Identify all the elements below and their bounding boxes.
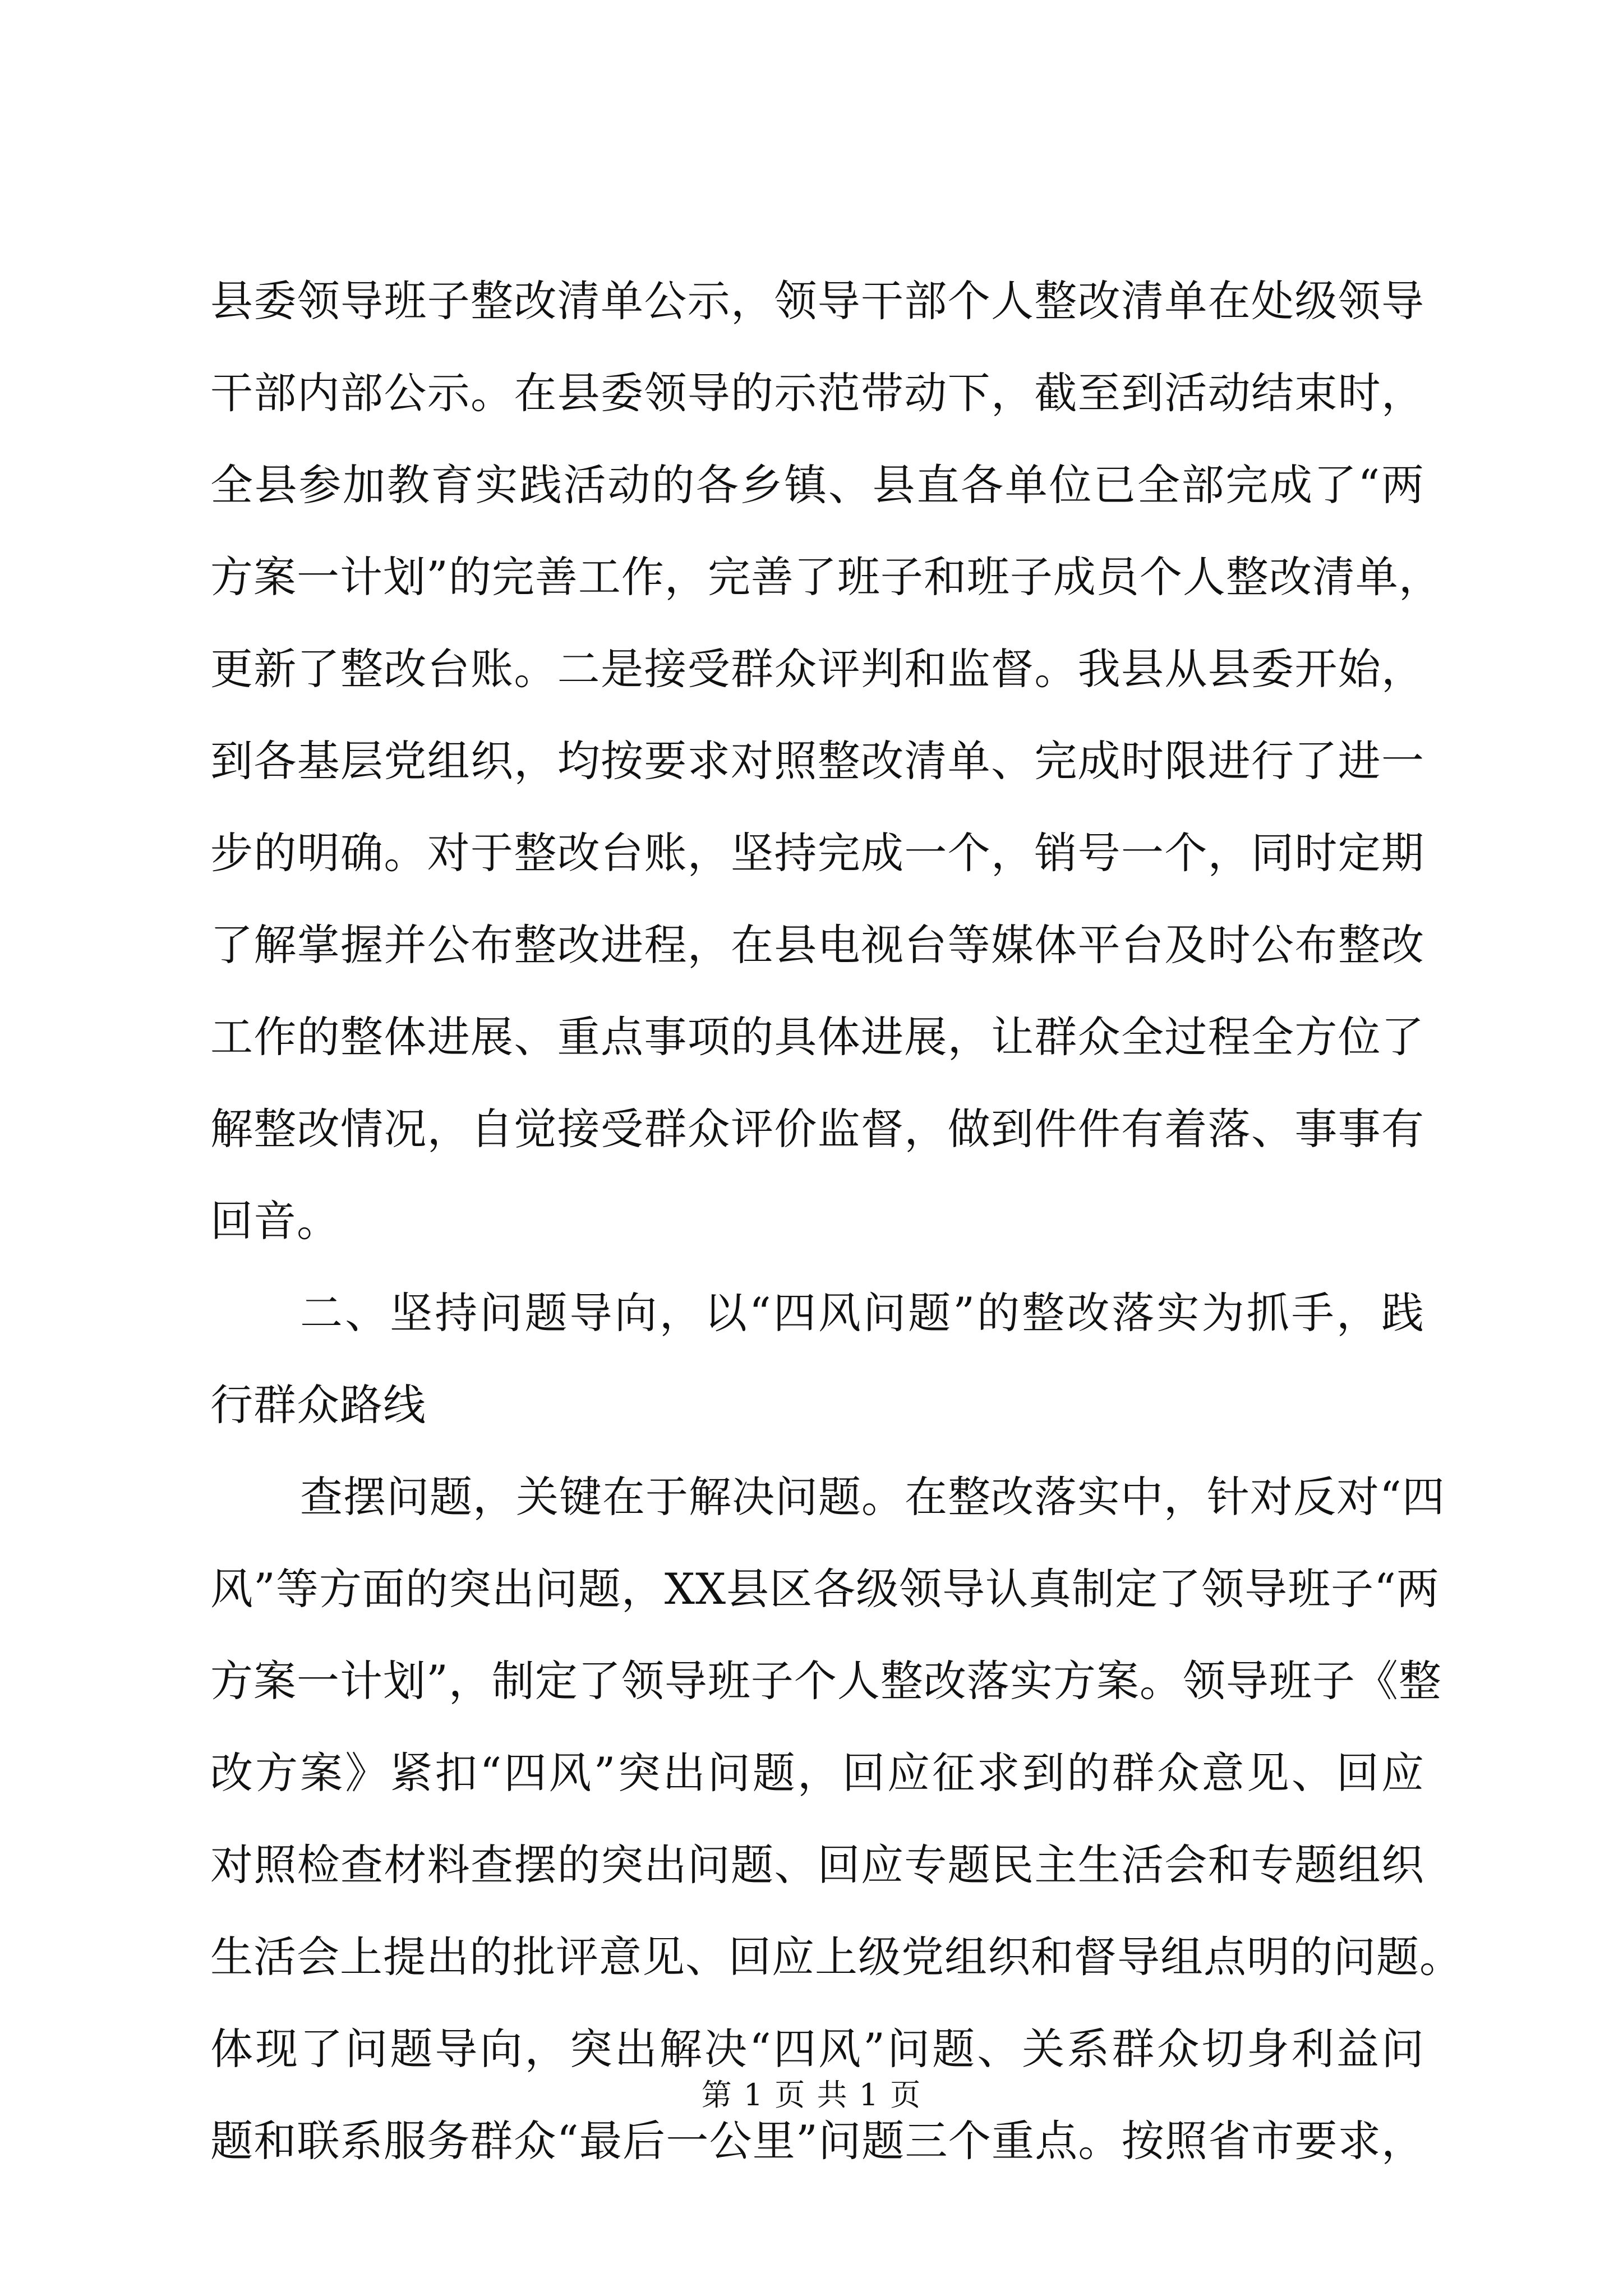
text-line: 更新了整改台账。二是接受群众评判和监督。我县从县委开始，	[210, 644, 1424, 694]
text-line: 题和联系服务群众“最后一公里”问题三个重点。按照省市要求，	[210, 2116, 1424, 2166]
text-line: 查摆问题，关键在于解决问题。在整改落实中，针对反对“四	[300, 1472, 1445, 1522]
section-heading-line: 行群众路线	[210, 1380, 426, 1430]
text-line: 解整改情况，自觉接受群众评价监督，做到件件有着落、事事有	[210, 1104, 1424, 1154]
text-line: 改方案》紧扣“四风”突出问题，回应征求到的群众意见、回应	[210, 1748, 1424, 1798]
section-heading-line: 二、坚持问题导向，以“四风问题”的整改落实为抓手，践	[300, 1288, 1424, 1338]
text-line: 生活会上提出的批评意见、回应上级党组织和督导组点明的问题。	[210, 1932, 1463, 1982]
text-line: 到各基层党组织，均按要求对照整改清单、完成时限进行了进一	[210, 736, 1424, 786]
body-text	[210, 255, 1463, 2187]
text-line: 回音。	[210, 1196, 340, 1246]
text-line: 步的明确。对于整改台账，坚持完成一个，销号一个，同时定期	[210, 828, 1424, 878]
page-number-footer: 第 1 页 共 1 页	[701, 2077, 922, 2113]
text-line: 县委领导班子整改清单公示，领导干部个人整改清单在处级领导	[210, 276, 1424, 326]
text-line: 方案一计划”，制定了领导班子个人整改落实方案。领导班子《整	[210, 1656, 1442, 1706]
text-line: 了解掌握并公布整改进程，在县电视台等媒体平台及时公布整改	[210, 920, 1424, 970]
text-line: 全县参加教育实践活动的各乡镇、县直各单位已全部完成了“两	[210, 460, 1424, 510]
text-line: 体现了问题导向，突出解决“四风”问题、关系群众切身利益问	[210, 2024, 1424, 2074]
text-line: 干部内部公示。在县委领导的示范带动下，截至到活动结束时，	[210, 368, 1424, 418]
text-line: 工作的整体进展、重点事项的具体进展，让群众全过程全方位了	[210, 1012, 1424, 1062]
text-line: 风”等方面的突出问题，XX县区各级领导认真制定了领导班子“两	[210, 1564, 1440, 1614]
text-line: 对照检查材料查摆的突出问题、回应专题民主生活会和专题组织	[210, 1840, 1424, 1890]
text-line: 方案一计划”的完善工作，完善了班子和班子成员个人整改清单，	[210, 552, 1442, 602]
